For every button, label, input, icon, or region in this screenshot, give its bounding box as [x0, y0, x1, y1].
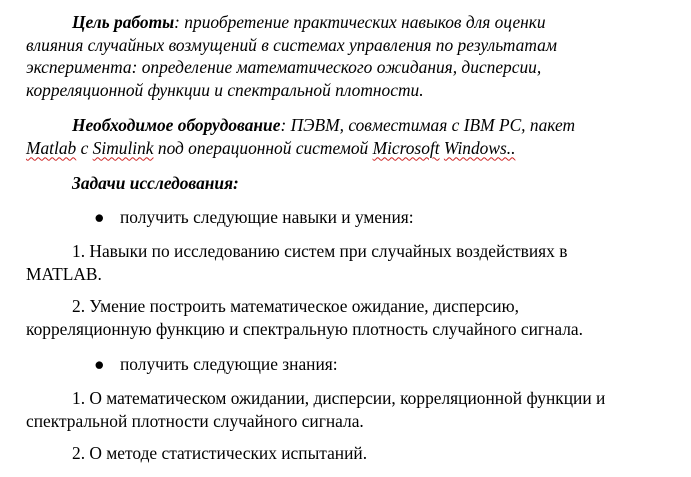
knowledge-item-1-line-1: 1. О математическом ожидании, дисперсии, корреляционной функции и — [72, 388, 606, 408]
skills-item-1-line-1: 1. Навыки по исследованию систем при случайных воздействиях в — [72, 241, 568, 261]
windows-word: Windows.. — [443, 137, 516, 158]
knowledge-item-2 — [26, 442, 666, 465]
bullet-knowledge — [94, 353, 338, 376]
tasks-label: Задачи исследования: — [72, 173, 239, 193]
equipment-paragraph: Необходимое оборудование: ПЭВМ, совместимая с IBM PC, пакет Matlab с Simulink под операционной системой Microsoft Windows.. — [26, 115, 576, 158]
microsoft-word: Microsoft — [372, 137, 440, 158]
skills-item-2-line-1: 2. Умение построить математическое ожидание, дисперсию, — [72, 296, 519, 316]
bullet-knowledge-text: получить следующие знания: — [120, 354, 338, 374]
bullet-icon: ● — [94, 354, 105, 374]
skills-item-1-line-2: MATLAB. — [26, 263, 102, 284]
simulink-word: Simulink — [92, 137, 154, 158]
goal-label: Цель работы — [72, 12, 175, 32]
goal-text-line-2: влияния случайных возмущений в системах управления по результатам — [26, 34, 557, 55]
matlab-word: Matlab — [26, 137, 77, 158]
equipment-text-line-1: : ПЭВМ, совместимая с IBM PC, пакет — [280, 115, 576, 135]
knowledge-item-1-line-2: спектральной плотности случайного сигнала. — [26, 410, 364, 431]
bullet-skills-text: получить следующие навыки и умения: — [120, 207, 414, 227]
skills-item-2-line-2: корреляционную функцию и спектральную плотность случайного сигнала. — [26, 318, 583, 339]
bullet-icon: ● — [94, 207, 105, 227]
knowledge-item-2-line-1: 2. О методе статистических испытаний. — [72, 443, 368, 463]
knowledge-item-1 — [26, 387, 666, 432]
goal-paragraph — [26, 11, 666, 101]
tasks-heading — [26, 172, 666, 195]
skills-item-2 — [26, 295, 666, 340]
bullet-skills — [94, 206, 414, 229]
goal-text-line-4: корреляционной функции и спектральной плотности. — [26, 79, 424, 100]
goal-text-line-3: эксперимента: определение математического ожидания, дисперсии, — [26, 57, 542, 78]
skills-item-1 — [26, 240, 666, 285]
goal-text-line-1: : приобретение практических навыков для оценки — [174, 12, 546, 32]
equipment-label: Необходимое оборудование — [72, 115, 281, 135]
